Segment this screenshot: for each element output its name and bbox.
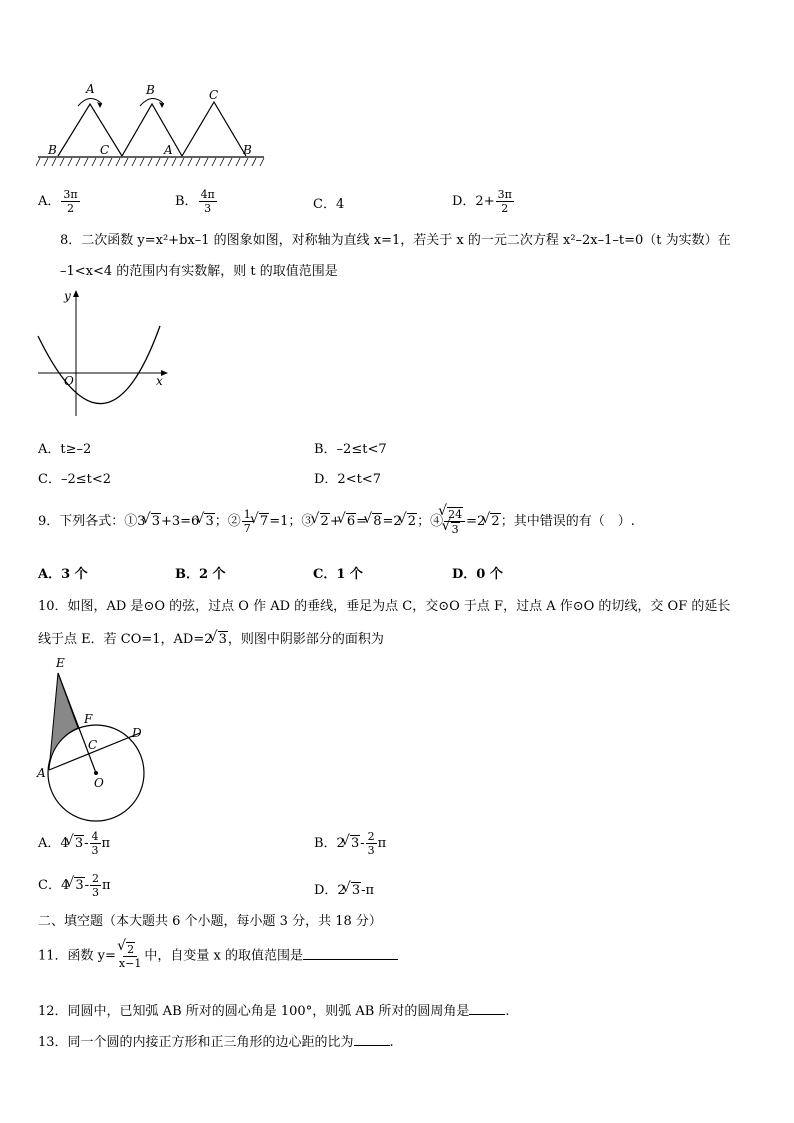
answer-blank[interactable]	[469, 1014, 505, 1015]
q8-parabola-figure	[36, 286, 170, 420]
q10-option-c[interactable]: C．4 √ 3- $\frac{2}{3}$ π	[38, 872, 111, 899]
ground-hatch	[36, 158, 264, 166]
label-C: C	[88, 738, 98, 752]
answer-blank[interactable]	[303, 959, 398, 960]
label-y: y	[64, 289, 71, 303]
label-x: x	[156, 374, 163, 388]
q7-option-d[interactable]: D．2+ $\frac{3\pi}{2}$	[452, 188, 512, 215]
label-E: E	[56, 656, 65, 670]
label-B2: B	[146, 83, 155, 97]
q8-stem-line2: –1<x<4 的范围内有实数解，则 t 的取值范围是	[60, 264, 338, 279]
q9-option-d[interactable]: D．0 个	[452, 567, 503, 582]
q12-stem: 12．同圆中，已知弧 AB 所对的圆心角是 100°，则弧 AB 所对的圆周角是 .	[38, 1004, 510, 1019]
label-D: D	[132, 726, 142, 740]
q10-option-b[interactable]: B．2 √ 3- $\frac{2}{3}$ π	[314, 830, 386, 857]
q8-option-d[interactable]: D．2<t<7	[314, 472, 381, 487]
triangle-1	[58, 104, 122, 156]
label-C1: C	[100, 143, 110, 157]
q11-stem: 11．函数 y= √ $\frac{2}{x-1}$ 中，自变量 x 的取值范围是	[38, 942, 398, 970]
fraction: $\frac{3\pi}{2}$	[63, 188, 78, 215]
q7-option-c[interactable]: C．4	[313, 197, 345, 212]
section-heading: 二、填空题（本大题共 6 个小题，每小题 3 分，共 18 分）	[38, 914, 382, 929]
label-B1: B	[48, 143, 57, 157]
q9-option-b[interactable]: B．2 个	[175, 567, 226, 582]
parabola-curve	[38, 326, 160, 404]
q10-circle-figure	[34, 655, 154, 825]
triangle-3	[182, 102, 246, 156]
q9-stem: 9．下列各式：①3 √ 3+3=6 √ 3；② $\frac{1}{7}$ √ 7=1；③ √ 2+ √ 6= √ 8=2 √ 2；④ √ 24 √ 3 =2 √ 2；其中错误的有（ ）.	[38, 507, 635, 536]
fraction: $\frac{3\pi}{2}$	[497, 188, 512, 215]
q7-option-b[interactable]: B． $\frac{4\pi}{3}$	[175, 188, 215, 215]
label-A1: A	[86, 82, 95, 96]
q13-stem: 13．同一个圆的内接正方形和正三角形的边心距的比为 .	[38, 1035, 394, 1050]
triangle-2	[122, 104, 182, 156]
q7-option-a[interactable]: A． $\frac{3\pi}{2}$	[38, 188, 78, 215]
q8-option-a[interactable]: A．t≥–2	[38, 442, 92, 457]
label-A: A	[37, 766, 46, 780]
label-O: O	[94, 776, 104, 790]
q10-stem-line1: 10．如图，AD 是⊙O 的弦，过点 O 作 AD 的垂线，垂足为点 C，交⊙O 于点 F，过点 A 作⊙O 的切线，交 OF 的延长	[38, 599, 731, 614]
center-point	[94, 771, 98, 775]
label-B3: B	[243, 143, 252, 157]
q8-option-c[interactable]: C．–2≤t<2	[38, 472, 111, 487]
fraction: $\frac{4\pi}{3}$	[200, 188, 215, 215]
q8-option-b[interactable]: B．–2≤t<7	[314, 442, 387, 457]
q7-triangle-figure	[36, 80, 268, 172]
label-C2: C	[209, 88, 219, 102]
q10-option-a[interactable]: A．4 √ 3- $\frac{4}{3}$ π	[38, 830, 110, 857]
q8-stem-line1: 8．二次函数 y=x²+bx–1 的图象如图，对称轴为直线 x=1，若关于 x 的一元二次方程 x²–2x–1–t=0（t 为实数）在	[60, 233, 731, 248]
q10-stem-line2: 线于点 E．若 CO=1，AD=2 √ 3，则图中阴影部分的面积为	[38, 628, 384, 647]
q10-option-d[interactable]: D．2 √ 3-π	[314, 879, 374, 898]
answer-blank[interactable]	[354, 1045, 390, 1046]
q9-option-c[interactable]: C．1 个	[313, 567, 363, 582]
q9-option-a[interactable]: A．3 个	[38, 567, 88, 582]
label-A2: A	[164, 143, 173, 157]
label-F: F	[84, 712, 93, 726]
label-origin: O	[64, 374, 74, 388]
